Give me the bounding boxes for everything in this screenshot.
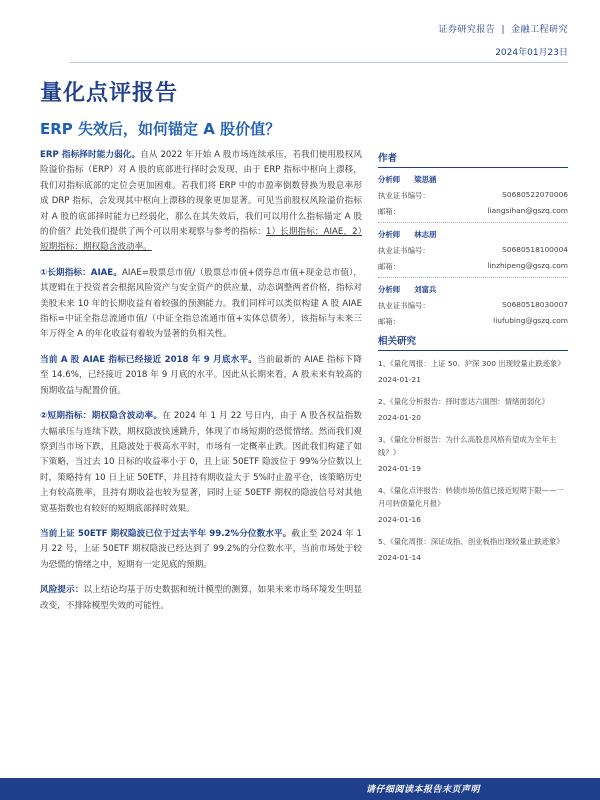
email-link[interactable]: liufubing@gszq.com [493,316,568,325]
paragraph-text: 当前最新的 AIAE 指标下降至 14.6%，已经接近 2018 年 9 月底的水平。因此从长期来看，A 股未来有较高的预期收益与配置价值。 [40,354,363,396]
paragraph-erp [40,148,362,256]
analyst-card [378,174,568,223]
report-type: 量化点评报告 [40,81,179,106]
paragraph-lead: 风险提示： [40,585,84,596]
footer-bar [0,778,600,800]
related-research-text[interactable]: 5、《量化周报：深证成指、创业板指出现较量止跌迹象》 [378,537,564,546]
analyst-card [378,229,568,278]
email-label: 邮箱： [378,317,401,326]
related-research-item[interactable] [378,433,568,475]
paragraph-risk [40,583,362,614]
cert-number: S0680522070006 [502,190,568,199]
paragraph-lead: ①长期指标：AIAE。 [40,267,122,278]
related-research-text[interactable]: 2、《量化分析报告：择时雷达六面图：情绪面弱化》 [378,397,549,406]
related-research-item[interactable] [378,484,568,526]
header-subcategory: 金融工程研究 [510,25,568,35]
analyst-name: 林志朋 [414,230,437,239]
email-label: 邮箱： [378,262,401,271]
header-meta [438,22,568,58]
header-rule [70,62,568,63]
report-title: ERP 失效后，如何锚定 A 股价值？ [40,120,281,138]
related-research-item[interactable] [378,395,568,424]
cert-label: 执业证书编号： [378,246,430,255]
paragraph-tail: 1）长期指标：AIAE，2）短期指标：期权隐含波动率。 [40,227,362,253]
related-research-text[interactable]: 4、《量化点评报告：转债市场估值已接近短期下限——一月可转债量化月报》 [378,486,564,508]
related-research-item[interactable] [378,535,568,564]
header-category: 证券研究报告 [438,25,496,35]
analyst-role: 分析师 [378,285,401,294]
authors-title: 作者 [378,150,568,168]
related-research-date: 2024-01-21 [378,375,421,384]
paragraph-aiae-level [40,353,362,399]
cert-label: 执业证书编号： [378,301,430,310]
analyst-card [378,284,568,327]
email-link[interactable]: linzhipeng@gszq.com [487,261,568,270]
cert-label: 执业证书编号： [378,191,430,200]
paragraph-text: 截止至 2024 年 1 月 22 号，上证 50ETF 期权隐波已经达到了 99.2%的分位数水平，当前市场处于较为恐慌的情绪之中，短期有一定见底的预期。 [40,528,362,570]
related-research-text[interactable]: 3、《量化分析报告：为什么高股息风格有望成为全年主线？》 [378,435,557,457]
related-research-date: 2024-01-14 [378,553,421,562]
related-research-date: 2024-01-20 [378,413,421,422]
paragraph-aiae [40,266,362,343]
divider [378,277,568,278]
related-research-text[interactable]: 1、《量化周报：上证 50、沪深 300 出现较量止跌迹象》 [378,359,565,368]
paragraph-text: 以上结论均基于历史数据和统计模型的测算，如果未来市场环境发生明显改变，不排除模型失效的可能性。 [40,585,362,611]
paragraph-iv [40,409,362,517]
paragraph-lead: 当前上证 50ETF 期权隐波已位于过去半年 99.2%分位数水平。 [40,528,292,539]
report-date: 2024年01月23日 [495,48,568,58]
cert-number: S0680518100004 [502,245,568,254]
analyst-name: 梁思涵 [414,175,437,184]
related-research-item[interactable] [378,357,568,386]
email-link[interactable]: liangsihan@gszq.com [487,206,568,215]
footer-disclaimer: 请仔细阅读本报告末页声明 [365,785,480,795]
related-research-date: 2024-01-19 [378,464,421,473]
divider [378,222,568,223]
related-research-title: 相关研究 [378,333,568,351]
analyst-name: 刘富兵 [414,285,437,294]
paragraph-text: 在 2024 年 1 月 22 号日内，由于 A 股各权益指数大幅承压与连续下跌，期权隐波快速跳升，体现了市场短期的恐慌情绪。然而我们观察到当市场下跌，且隐波处于极高水平时，市场有一定概率止跌。因此我们构建了如下策略，当过去 10 日标的收益率小于 0，且上证 50ETF 隐波位于 99%分位数以上时，策略持有 10 日上证 50ETF，并且持有期收益大于 5%时止盈平仓，该策略历史上有较高胜率，且持有期收益也较为显著，同时上证 50ETF 期权的隐波信号对其他宽基指数也有较好的短期底部择时效果。 [40,411,362,514]
header-separator: | [501,25,505,35]
paragraph-lead: ERP 指标择时能力弱化。 [40,150,141,160]
main-body [40,148,362,624]
related-research-date: 2024-01-16 [378,515,421,524]
paragraph-text: 自从 2022 年开始 A 股市场连续承压，若我们使用股权风险溢价指标（ERP）对 A 股的底部进行择时会发现，由于 ERP 指标中枢向上漂移，我们对指标底部的定位会更加困难。若我们将 ERP 中的市盈率倒数替换为股息率形成 DRP 指标，会发现其中枢向上漂移的现象更加显著。可见当前股权风险溢价指标对 A 股的底部择时能力已经弱化，那么在其失效后，我们可以用什么指标锚定 A 股的价值？此处我们提供了两个可以用来观察与参考的指标： [40,150,362,238]
paragraph-iv-level [40,527,362,573]
analyst-role: 分析师 [378,230,401,239]
paragraph-lead: 当前 A 股 AIAE 指标已经接近 2018 年 9 月底水平。 [40,354,258,365]
cert-number: S0680518030007 [502,300,568,309]
paragraph-text: AIAE=股票总市值/（股票总市值+债券总市值+现金总市值），其逻辑在于投资者会根据风险资产与安全资产的供应量，动态调整两者价格，指标对美股未来 10 年的长期收益有着较强的预测能力。我们同样可以类似构建 A 股 AIAE 指标=中证全指总流通市值/（中证全指总流通市值+实体总债务），该指标与未来三年万得全 A 的年化收益有着较为显著的负相关性。 [40,267,362,340]
sidebar [378,150,568,573]
email-label: 邮箱： [378,207,401,216]
paragraph-lead: ②短期指标：期权隐含波动率。 [40,411,163,422]
analyst-role: 分析师 [378,175,401,184]
